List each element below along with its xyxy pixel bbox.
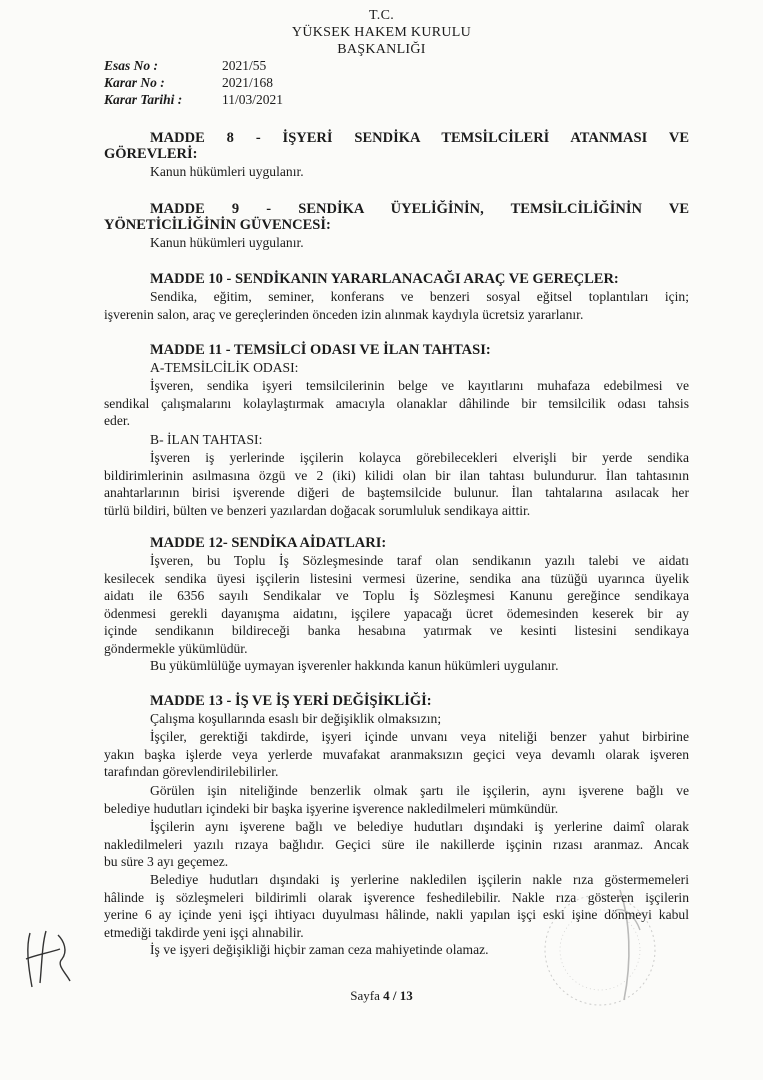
madde-13-p2-line1: Görülen işin niteliğinde benzerlik olmak şartı ile işçilerin, aynı işverene bağlı ve (150, 783, 689, 798)
madde-11-b-line2: bildirimlerinin asılmasına özgü ve 2 (iki) kilidi olan bir ilan tahtası bulundurur. İlan tahtasının (104, 467, 689, 483)
madde-13-para1 (104, 728, 689, 781)
madde-12-line7: Bu yükümlülüğe uymayan işverenler hakkında kanun hükümleri uygulanır. (150, 658, 559, 673)
handwritten-initials (18, 925, 78, 995)
esas-label: Esas No : (104, 58, 159, 73)
madde-11-a-line2: sendikal çalışmalarını kolaylaştırmak amacıyla olanaklar dâhilinde bir temsilcilik odası tahsis (104, 395, 689, 411)
header-institution: YÜKSEK HAKEM KURULU (291, 25, 472, 40)
madde-9-title-line1: MADDE 9 - SENDİKA ÜYELİĞİNİN, TEMSİLCİLİĞİNİN VE (150, 201, 689, 217)
madde-13-p4-line4: etmediği takdirde yeni işçi alınabilir. (104, 924, 304, 940)
madde-12-line3: aidatı ile 6356 sayılı Sendikalar ve Toplu İş Sözleşmesi Kanunu gereğince sendikaya (104, 588, 689, 603)
madde-13-p4-line1: Belediye hudutları dışındaki iş yerlerine nakledilen işçilerin nakle rıza göstermemeleri (150, 872, 689, 887)
madde-11-a-line1: İşveren, sendika işyeri temsilcilerinin belge ve kayıtlarını muhafaza edebilmesi ve (150, 378, 689, 393)
madde-10-title: MADDE 10 - SENDİKANIN YARARLANACAĞI ARAÇ VE GEREÇLER: (150, 271, 619, 287)
tarih-value: 11/03/2021 (222, 92, 284, 107)
tarih-label: Karar Tarihi : (104, 92, 183, 107)
madde-13-p1-line1: İşçiler, gerektiği takdirde, işyeri içinde unvanı veya niteliği benzer yahut birbirine (150, 729, 689, 744)
madde-8-title-line2: GÖREVLERİ: (104, 146, 198, 162)
madde-13-p1-line2: yakın başka işlerde veya yerlerde muvafakat aranmaksızın geçici veya devamlı olarak işveren (104, 746, 689, 762)
madde-11-title: MADDE 11 - TEMSİLCİ ODASI VE İLAN TAHTASI: (150, 342, 491, 358)
page-number: 4 / 13 (383, 988, 413, 1003)
madde-11-a-line3: eder. (104, 413, 131, 428)
madde-12-text (104, 552, 689, 675)
madde-13-para2 (104, 782, 689, 817)
madde-11-b-text (104, 449, 689, 519)
page-label: Sayfa (350, 988, 380, 1003)
madde-8-title-line1: MADDE 8 - İŞYERİ SENDİKA TEMSİLCİLERİ ATANMASI VE (150, 130, 689, 146)
madde-11-b-line4: türlü bildiri, bülten ve benzeri yazılardan doğacak sorumluluk sendikaya aittir. (104, 502, 531, 518)
madde-11-b-label: B- İLAN TAHTASI: (150, 432, 263, 447)
madde-12-line6: göndermekle yükümlüdür. (104, 640, 248, 656)
madde-13-title: MADDE 13 - İŞ VE İŞ YERİ DEĞİŞİKLİĞİ: (150, 693, 432, 709)
madde-13-para3 (104, 818, 689, 871)
official-stamp (520, 870, 680, 1010)
madde-12-line2: kesilecek sendika üyesi işçilerin listesini vermesi üzerine, sendika ana tüzüğü uyarınca üyelik (104, 570, 689, 586)
madde-13-p2-line2: belediye hudutları içindeki bir başka işyerine işverence nakledilmeleri mümkündür. (104, 800, 559, 816)
madde-12-line4: ödenmesi gerekli dayanışma aidatını, işçilere yapacağı ücret ödemesinden keserek bir ay (104, 605, 689, 621)
madde-11-b-line3: anahtarlarının birisi işverende diğeri de baştemsilcide bulunur. İlan tahtalarına asılacak her (104, 485, 689, 500)
madde-13-para5: İş ve işyeri değişikliği hiçbir zaman ceza mahiyetinde olamaz. (150, 942, 489, 957)
header-presidency: BAŞKANLIĞI (337, 42, 426, 57)
madde-13-p3-line1: İşçilerin aynı işverene bağlı ve belediye hudutları dışındaki iş yerlerine daimî olarak (150, 819, 689, 834)
madde-11-b-line1: İşveren iş yerlerinde işçilerin kolayca görebilecekleri elverişli bir yerde sendika (150, 450, 689, 465)
madde-13-intro: Çalışma koşullarında esaslı bir değişiklik olmaksızın; (150, 711, 442, 726)
madde-11-a-label: A-TEMSİLCİLİK ODASI: (150, 360, 299, 375)
madde-9-title-line2: YÖNETİCİLİĞİNİN GÜVENCESİ: (104, 217, 331, 233)
madde-13-p3-line2: nakledilmeleri yazılı rızaya bağlıdır. Geçici süre ile nakillerde işçinin rızası aranmaz. Ancak (104, 836, 689, 852)
madde-11-a-text (104, 377, 689, 430)
madde-9-body: Kanun hükümleri uygulanır. (150, 235, 304, 250)
madde-10-text (104, 288, 689, 323)
madde-12-title: MADDE 12- SENDİKA AİDATLARI: (150, 535, 387, 551)
madde-13-p3-line3: bu süre 3 ayı geçemez. (104, 854, 229, 869)
header-tc: T.C. (368, 8, 395, 23)
madde-10-line2: işverenin salon, araç ve gereçlerinden önceden izin alınmak kaydıyla ücretsiz yararlanır. (104, 306, 584, 322)
madde-13-p4-line3: yerine 6 ay içinde yeni işçi ihtiyacı duyulması hâlinde, nakli yapılan işçi eski işine dönmeyi kabul (104, 907, 689, 922)
madde-13-p4-line2: hâlinde iş sözleşmeleri bildirimli olarak işverence feshedilebilir. Nakle rıza gösteren işçilerin (104, 889, 689, 905)
madde-10-line1: Sendika, eğitim, seminer, konferans ve benzeri sosyal eğitsel toplantıları için; (150, 289, 689, 304)
madde-8-body: Kanun hükümleri uygulanır. (150, 164, 304, 179)
karar-label: Karar No : (104, 75, 165, 90)
madde-12-line1: İşveren, bu Toplu İş Sözleşmesinde taraf olan sendikanın yazılı talebi ve aidatı (150, 553, 689, 568)
esas-value: 2021/55 (222, 58, 267, 73)
karar-value: 2021/168 (222, 75, 274, 90)
madde-13-p1-line3: tarafından görevlendirilebilirler. (104, 764, 279, 779)
madde-12-line5: içinde sendikanın bildireceği banka hesabına yatırmak ve kesinti listesini sendikaya (104, 623, 689, 638)
